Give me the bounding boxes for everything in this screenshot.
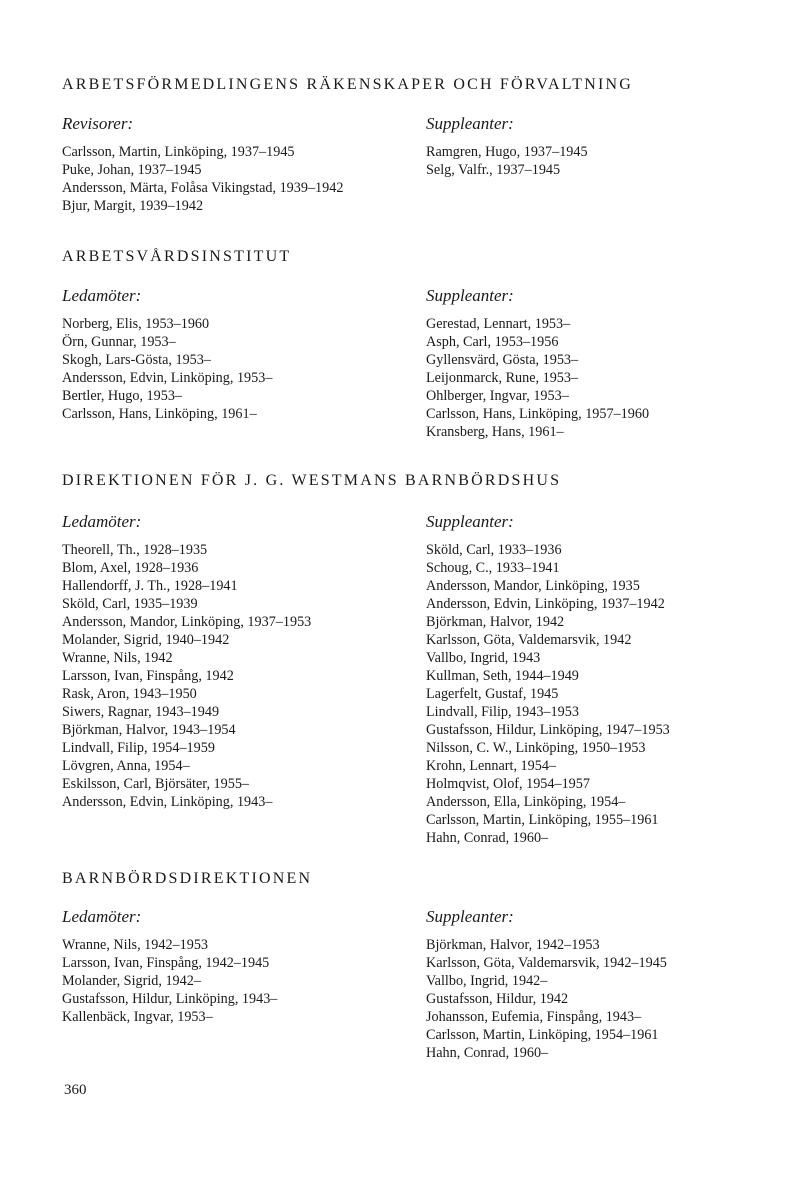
section-title-westmans-barnbordshus: DIREKTIONEN FÖR J. G. WESTMANS BARNBÖRDSHUS [62,472,562,489]
list-item: Andersson, Mandor, Linköping, 1935 [426,578,640,594]
suppleanter-column [426,286,756,441]
list-item: Wranne, Nils, 1942 [62,650,173,666]
list-item: Molander, Sigrid, 1942– [62,973,201,989]
column-heading: Suppleanter: [426,286,514,305]
ledamoter-column [62,907,402,1026]
list-item: Vallbo, Ingrid, 1943 [426,650,541,666]
section-title-barnbordsdirektionen: BARNBÖRDSDIREKTIONEN [62,870,313,887]
entry-list [426,143,756,179]
list-item: Karlsson, Göta, Valdemarsvik, 1942–1945 [426,955,667,971]
column-heading: Ledamöter: [62,907,142,926]
column-heading: Ledamöter: [62,286,142,305]
list-item: Ramgren, Hugo, 1937–1945 [426,144,588,160]
list-item: Siwers, Ragnar, 1943–1949 [62,704,220,720]
list-item: Gustafsson, Hildur, 1942 [426,991,569,1007]
list-item: Andersson, Märta, Folåsa Vikingstad, 1939–1942 [62,180,344,196]
list-item: Molander, Sigrid, 1940–1942 [62,632,230,648]
list-item: Andersson, Mandor, Linköping, 1937–1953 [62,614,312,630]
list-item: Andersson, Edvin, Linköping, 1937–1942 [426,596,665,612]
list-item: Vallbo, Ingrid, 1942– [426,973,548,989]
list-item: Gyllensvärd, Gösta, 1953– [426,352,579,368]
list-item: Sköld, Carl, 1933–1936 [426,542,562,558]
list-item: Carlsson, Hans, Linköping, 1957–1960 [426,406,650,422]
ledamoter-column [62,286,402,423]
list-item: Hahn, Conrad, 1960– [426,830,549,846]
list-item: Norberg, Elis, 1953–1960 [62,316,210,332]
list-item: Andersson, Edvin, Linköping, 1943– [62,794,273,810]
list-item: Lindvall, Filip, 1943–1953 [426,704,579,720]
entry-list [62,541,402,811]
list-item: Andersson, Edvin, Linköping, 1953– [62,370,273,386]
list-item: Andersson, Ella, Linköping, 1954– [426,794,626,810]
list-item: Björkman, Halvor, 1943–1954 [62,722,236,738]
list-item: Carlsson, Martin, Linköping, 1937–1945 [62,144,295,160]
list-item: Skogh, Lars-Gösta, 1953– [62,352,211,368]
list-item: Gustafsson, Hildur, Linköping, 1947–1953 [426,722,670,738]
list-item: Schoug, C., 1933–1941 [426,560,560,576]
list-item: Krohn, Lennart, 1954– [426,758,557,774]
suppleanter-column [426,512,756,847]
section-title-arbetsformedlingen: ARBETSFÖRMEDLINGENS RÄKENSKAPER OCH FÖRVALTNING [62,76,634,93]
list-item: Holmqvist, Olof, 1954–1957 [426,776,590,792]
suppleanter-column [426,114,756,179]
column-heading: Suppleanter: [426,512,514,531]
entry-list [426,541,756,847]
list-item: Asph, Carl, 1953–1956 [426,334,559,350]
list-item: Björkman, Halvor, 1942 [426,614,565,630]
list-item: Örn, Gunnar, 1953– [62,334,176,350]
list-item: Larsson, Ivan, Finspång, 1942 [62,668,234,684]
list-item: Blom, Axel, 1928–1936 [62,560,199,576]
list-item: Lövgren, Anna, 1954– [62,758,190,774]
list-item: Eskilsson, Carl, Björsäter, 1955– [62,776,250,792]
entry-list [426,315,756,441]
list-item: Hahn, Conrad, 1960– [426,1045,549,1061]
list-item: Theorell, Th., 1928–1935 [62,542,208,558]
list-item: Bertler, Hugo, 1953– [62,388,183,404]
revisorer-column [62,114,402,215]
page-number: 360 [64,1082,87,1098]
list-item: Larsson, Ivan, Finspång, 1942–1945 [62,955,270,971]
entry-list [426,936,756,1062]
list-item: Puke, Johan, 1937–1945 [62,162,202,178]
list-item: Karlsson, Göta, Valdemarsvik, 1942 [426,632,632,648]
column-heading: Suppleanter: [426,114,514,133]
list-item: Wranne, Nils, 1942–1953 [62,937,209,953]
column-heading: Suppleanter: [426,907,514,926]
list-item: Björkman, Halvor, 1942–1953 [426,937,600,953]
list-item: Kallenbäck, Ingvar, 1953– [62,1009,213,1025]
list-item: Nilsson, C. W., Linköping, 1950–1953 [426,740,646,756]
list-item: Carlsson, Martin, Linköping, 1955–1961 [426,812,659,828]
list-item: Rask, Aron, 1943–1950 [62,686,197,702]
list-item: Hallendorff, J. Th., 1928–1941 [62,578,238,594]
suppleanter-column [426,907,756,1062]
list-item: Bjur, Margit, 1939–1942 [62,198,204,214]
list-item: Carlsson, Martin, Linköping, 1954–1961 [426,1027,659,1043]
list-item: Johansson, Eufemia, Finspång, 1943– [426,1009,642,1025]
ledamoter-column [62,512,402,811]
list-item: Lagerfelt, Gustaf, 1945 [426,686,559,702]
column-heading: Revisorer: [62,114,134,133]
entry-list [62,936,402,1026]
entry-list [62,315,402,423]
list-item: Gustafsson, Hildur, Linköping, 1943– [62,991,278,1007]
list-item: Gerestad, Lennart, 1953– [426,316,571,332]
list-item: Leijonmarck, Rune, 1953– [426,370,579,386]
column-heading: Ledamöter: [62,512,142,531]
list-item: Kullman, Seth, 1944–1949 [426,668,579,684]
list-item: Selg, Valfr., 1937–1945 [426,162,561,178]
entry-list [62,143,402,215]
list-item: Sköld, Carl, 1935–1939 [62,596,198,612]
list-item: Lindvall, Filip, 1954–1959 [62,740,215,756]
section-title-arbetsvardsinstitut: ARBETSVÅRDSINSTITUT [62,248,292,265]
list-item: Kransberg, Hans, 1961– [426,424,564,440]
list-item: Carlsson, Hans, Linköping, 1961– [62,406,257,422]
list-item: Ohlberger, Ingvar, 1953– [426,388,569,404]
